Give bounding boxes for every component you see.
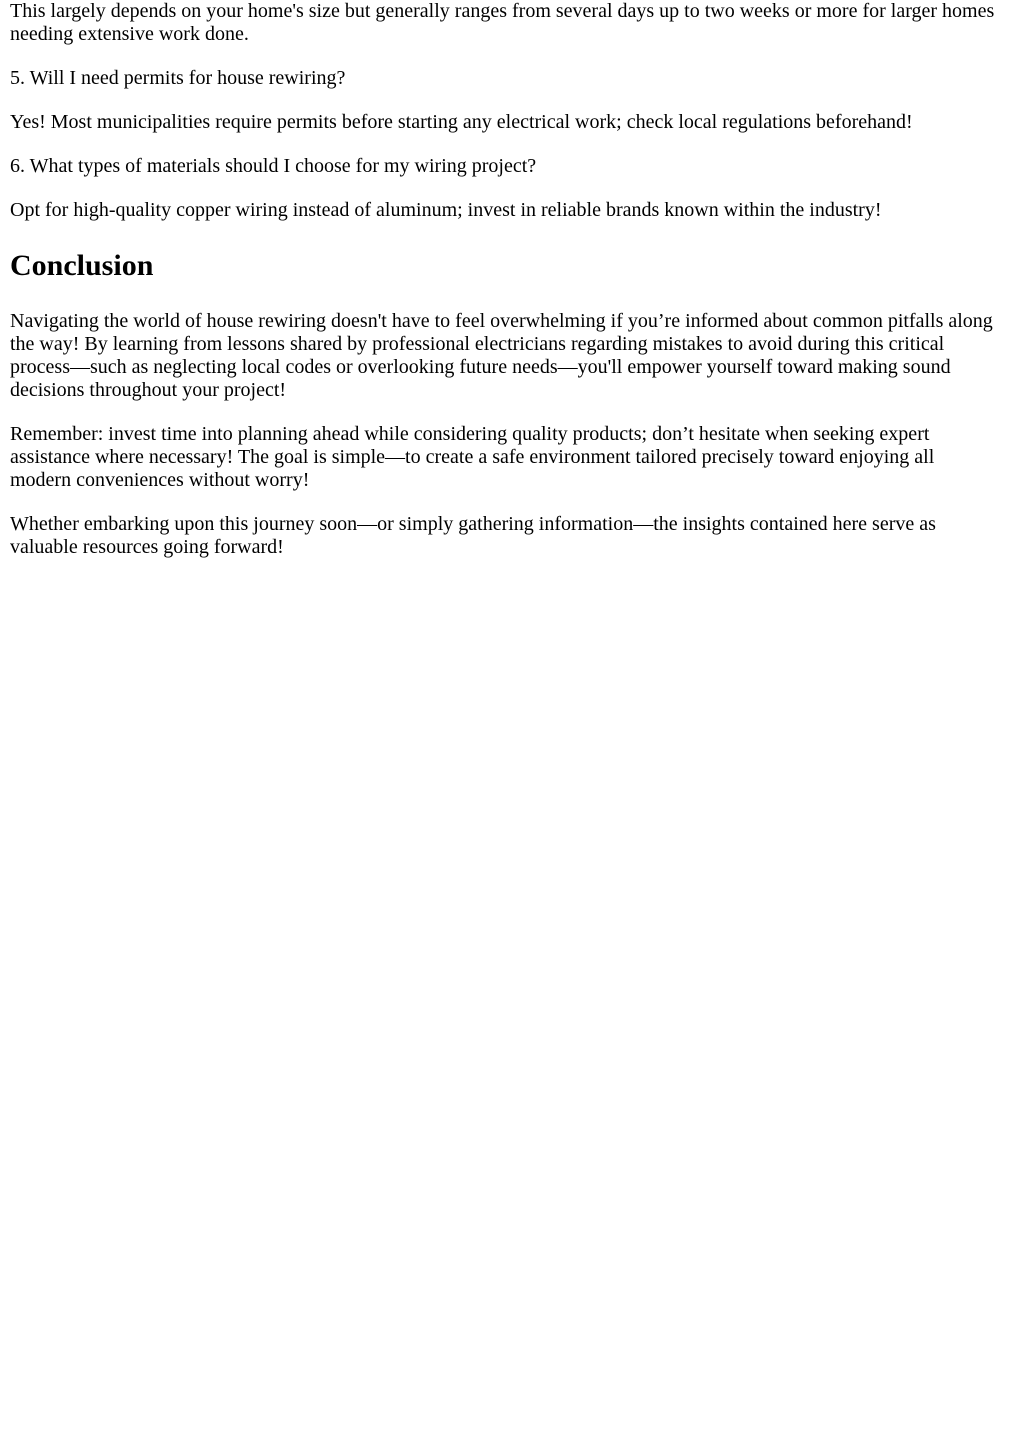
article-content [0, 0, 1024, 559]
conclusion-paragraph-1: Navigating the world of house rewiring doesn't have to feel overwhelming if you’re informed about common pitfalls along the way! By learning from lessons shared by professional electricians regarding mistakes to avoid during this critical process—such as neglecting local codes or overlooking future needs—you'll empower yourself toward making sound decisions throughout your project! [10, 310, 993, 401]
faq-question-6: 6. What types of materials should I choose for my wiring project? [10, 155, 537, 177]
faq-answer-5: Yes! Most municipalities require permits before starting any electrical work; check local regulations beforehand! [10, 111, 913, 133]
conclusion-paragraph-3: Whether embarking upon this journey soon—or simply gathering information—the insights contained here serve as valuable resources going forward! [10, 513, 936, 558]
conclusion-heading: Conclusion [10, 249, 154, 282]
faq-answer-6: Opt for high-quality copper wiring instead of aluminum; invest in reliable brands known within the industry! [10, 199, 882, 221]
faq-answer-4: This largely depends on your home's size but generally ranges from several days up to two weeks or more for larger homes needing extensive work done. [10, 0, 995, 45]
faq-question-5: 5. Will I need permits for house rewiring? [10, 67, 346, 89]
conclusion-paragraph-2: Remember: invest time into planning ahead while considering quality products; don’t hesitate when seeking expert assistance where necessary! The goal is simple—to create a safe environment tailored precisely toward enjoying all modern conveniences without worry! [10, 423, 935, 491]
